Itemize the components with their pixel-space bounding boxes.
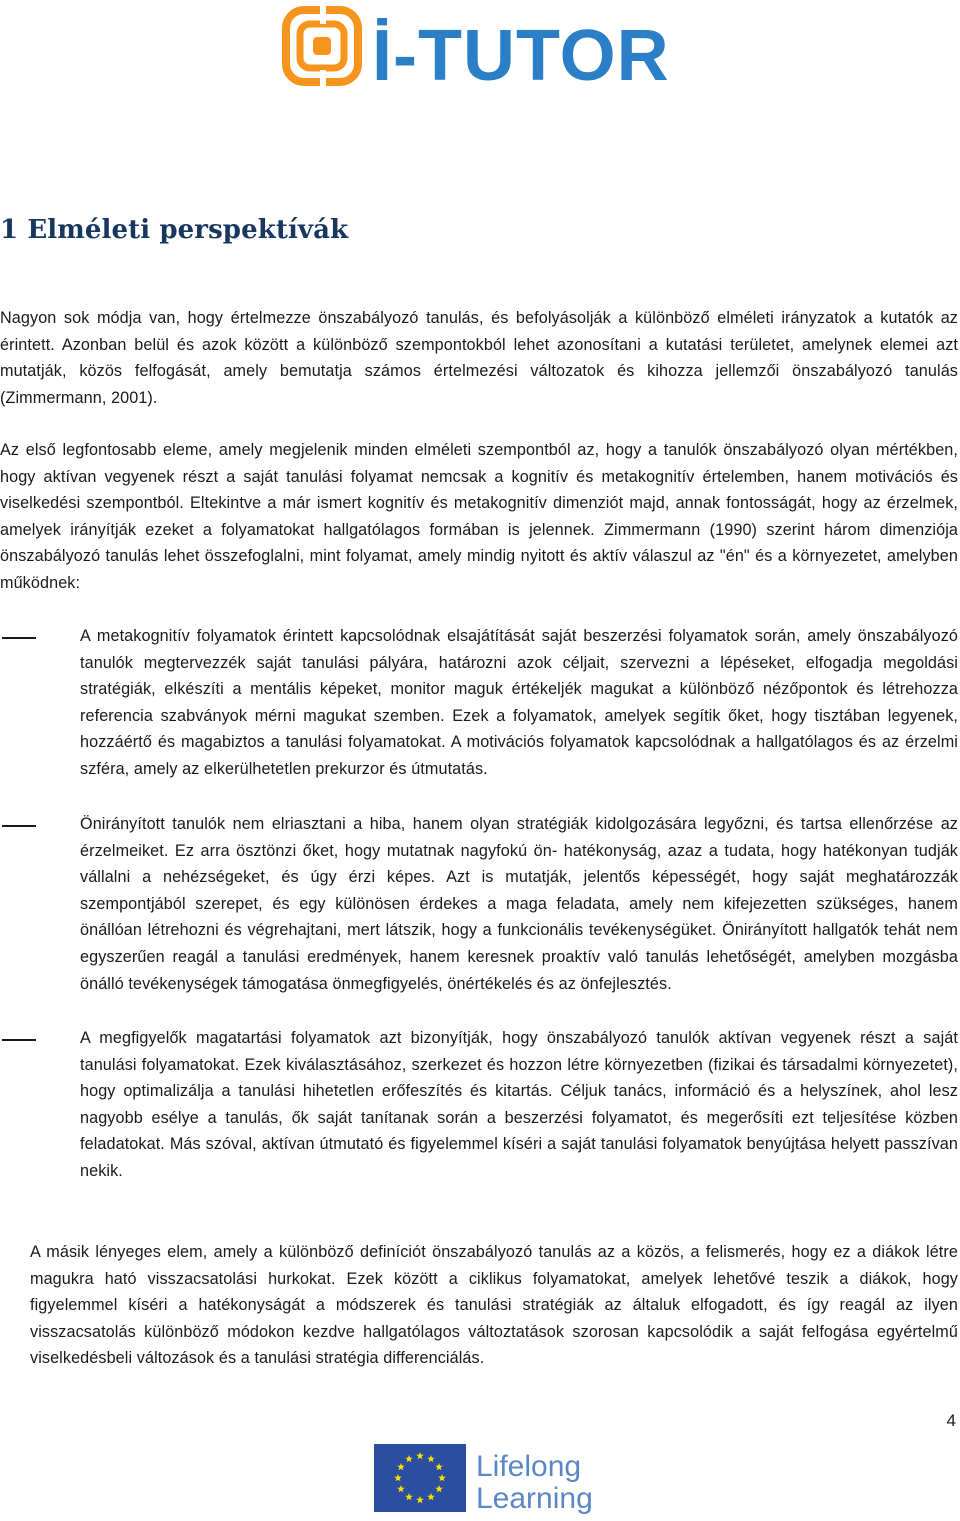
page-number: 4 [946,1411,956,1430]
section-title: 1 Elméleti perspektívák [0,215,349,245]
closing-paragraph: A másik lényeges elem, amely a különböző definíciót önszabályozó tanulás az a közös, a felismerés, hogy ez a diákok létre magukra ható visszacsatolási hurkokat. Ezek között a ciklikus folyamatokat, amelyek lehetővé teszik a diákok, hogy figyelemmel kíséri a hatékonyságát a módszerek és tanulási stratégiák az általuk elfogadott, és így reagál az ilyen visszacsatolás különböző módokon kezdve hallgatólagos változtatások szorosan kapcsolódik a saját felfogása egyértelmű viselkedésbeli változások és a tanulási stratégia differenciálás. [30,1243,958,1368]
program-line1: Lifelong [476,1450,582,1483]
logo-mark-icon [286,4,358,90]
header-logo [0,0,960,95]
eu-flag-icon [370,1440,600,1516]
dash-bullet-icon [2,1039,36,1041]
logo-wordmark: İ-TUTOR [372,16,670,95]
program-line2: Learning [476,1482,593,1515]
second-paragraph: Az első legfontosabb eleme, amely megjelenik minden elméleti szempontból az, hogy a tanulók önszabályozó olyan mértékben, hogy aktívan vegyenek részt a saját tanulási folyamat nemcsak a kognitív és metakognitív értelemben, hanem motivációs és viselkedési szempontból. Eltekintve a már ismert kognitív és metakognitív dimenziót majd, annak fontosságát, hogy az érzelmek, amelyek irányítják ezeket a folyamatokat hallgatólagos formában is jelennek. Zimmermann (1990) szerint három dimenziója önszabályozó tanulás lehet összefoglalni, mint folyamat, amely mindig nyitott és aktív válaszul az "én" és a környezetet, amelyben működnek: [0,441,958,592]
list-item: A megfigyelők magatartási folyamatok azt bizonyítják, hogy önszabályozó tanulók aktívan vegyenek részt a saját tanulási folyamatokat. Ezek kiválasztásához, szerkezet és hozzon létre környezetben (fizikai és társadalmi környezetet), hogy optimalizálja a tanulási hihetetlen erőfeszítés és kitartás. Céljuk tanács, információ és a helyszínek, ahol lesz nagyobb esélye a tanulás, ők saját tanítanak során a beszerzési folyamatot, és megerősíti ezt teljesítése közben feladatokat. Más szóval, aktívan útmutató és figyelemmel kíséri a saját tanulási folyamatok benyújtása helyett passzívan nekik. [80,1029,958,1180]
lifelong-learning-logo [370,1440,600,1521]
i-tutor-logo [280,0,680,95]
intro-paragraph: Nagyon sok módja van, hogy értelmezze önszabályozó tanulás, és befolyásolják a különböző elméleti irányzatok a kutatók az érintett. Azonban belül és azok között a különböző szempontokból lehet azonosítani a kutatási területet, amelynek elemei azt mutatják, közös felfogását, amely bemutatja számos értelmezési változatok és kihozza jellemzői önszabályozó tanulás (Zimmermann, 2001). [0,309,958,407]
dash-bullet-icon [2,637,36,639]
list-item: Önirányított tanulók nem elriasztani a hiba, hanem olyan stratégiák kidolgozására legyőzni, és tartsa ellenőrzése az érzelmeiket. Ez arra ösztönzi őket, hogy mutatnak nagyfokú ön- hatékonyság, azaz a tudata, hogy hatékonyan tudják vállalni a nehézségeket, és úgy érzi képes. Azt is mutatják, jelentős képességét, hogy saját meghatározzák szempontjából szerepet, és egy különösen érdekes a maga feladata, amely nem kifejezetten szükséges, hanem önállóan létrehozni és végrehajtani, mert látszik, hogy a funkcionális tevékenységüket. Önirányított hallgatók tehát nem egyszerűen reagál a tanulási eredmények, hanem keresnek proaktív való tanulás lehetőségét, amelyben mozgásba önálló tevékenységek támogatása önmegfigyelés, önértékelés és az önfejlesztés. [80,815,958,993]
dash-bullet-icon [2,825,36,827]
list-item: A metakognitív folyamatok érintett kapcsolódnak elsajátítását saját beszerzési folyamatok során, amely önszabályozó tanulók megtervezzék saját tanulási pályára, határozni azok céljait, szervezni a lépéseket, elfogadja megoldási stratégiák, elkészíti a mentális képeket, monitor maguk értékeljék magukat a különböző nézőpontok és létrehozza referencia szabványok mérni magukat szemben. Ezek a folyamatok, amelyek segítik őket, hogy tisztában legyenek, hozzáértő és magabiztos a tanulási folyamatokat. A motivációs folyamatok kapcsolódnak a hallgatólagos és az érzelmi szféra, amely az elkerülhetetlen prekurzor és útmutatás. [80,627,958,778]
